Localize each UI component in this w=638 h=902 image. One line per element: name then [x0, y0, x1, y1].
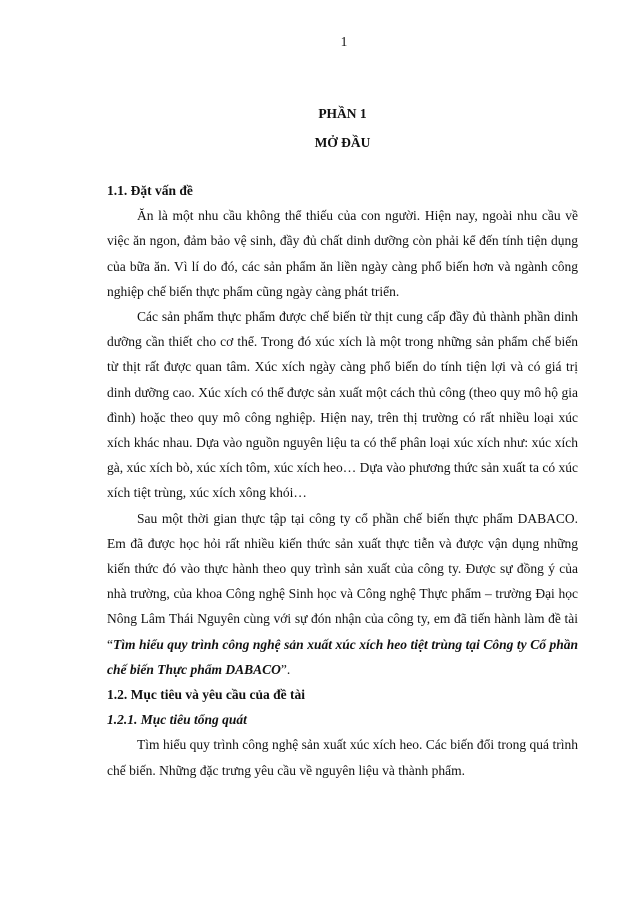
paragraph-3-text: Sau một thời gian thực tập tại công ty cổ phần chế biến thực phẩm DABACO. Em đã được học hỏi rất nhiều kiến thức sản xuất thực tiễn và được vận dụng những kiến thức đó vào thực hành theo quy trình sản xuất của công ty. Được sự đồng ý của nhà trường, của khoa Công nghệ Sinh học và Công nghệ Thực phẩm – trường Đại học Nông Lâm Thái Nguyên cùng với sự đón nhận của công ty, em đã tiến hành làm đề tài “ [107, 510, 578, 652]
part-subtitle: MỞ ĐẦU [314, 135, 371, 150]
page-number: 1 [340, 34, 348, 49]
section-heading-1-2-1: 1.2.1. Mục tiêu tổng quát [107, 712, 247, 728]
paragraph-1: Ăn là một nhu cầu không thể thiếu của con người. Hiện nay, ngoài nhu cầu về việc ăn ngon, đảm bảo vệ sinh, đầy đủ chất dinh dưỡng còn phải kể đến tính tiện dụng của bữa ăn. Vì lí do đó, các sản phẩm ăn liền ngày càng phổ biến hơn và ngành công nghiệp chế biến thực phẩm cũng ngày càng phát triển. [107, 208, 578, 299]
part-title: PHẦN 1 [318, 106, 367, 121]
section-heading-1-2: 1.2. Mục tiêu và yêu cầu của đề tài [107, 687, 305, 703]
paragraph-2: Các sản phẩm thực phẩm được chế biến từ thịt cung cấp đầy đủ thành phần dinh dưỡng cần thiết cho cơ thể. Trong đó xúc xích là một trong những sản phẩm chế biến từ thịt rất được quan tâm. Xúc xích ngày càng phổ biến do tính tiện lợi và có giá trị dinh dưỡng cao. Xúc xích có thể được sản xuất một cách thủ công (theo quy mô hộ gia đình) hoặc theo quy mô công nghiệp. Hiện nay, trên thị trường có rất nhiều loại xúc xích khác nhau. Dựa vào nguồn nguyên liệu ta có thể phân loại xúc xích như: xúc xích gà, xúc xích bò, xúc xích tôm, xúc xích heo… Dựa vào phương thức sản xuất ta có xúc xích tiệt trùng, xúc xích xông khói… [107, 309, 578, 501]
paragraph-4: Tìm hiểu quy trình công nghệ sản xuất xúc xích heo. Các biến đổi trong quá trình chế biến. Những đặc trưng yêu cầu về nguyên liệu và thành phẩm. [107, 737, 578, 778]
section-heading-1-1: 1.1. Đặt vấn đề [107, 183, 193, 198]
document-body [107, 178, 578, 783]
paragraph-3-end: ”. [280, 661, 291, 677]
paragraph-3 [107, 506, 578, 682]
thesis-title: Tìm hiểu quy trình công nghệ sản xuất xúc xích heo tiệt trùng tại Công ty Cổ phần chế biến Thực phẩm DABACO [107, 636, 578, 677]
